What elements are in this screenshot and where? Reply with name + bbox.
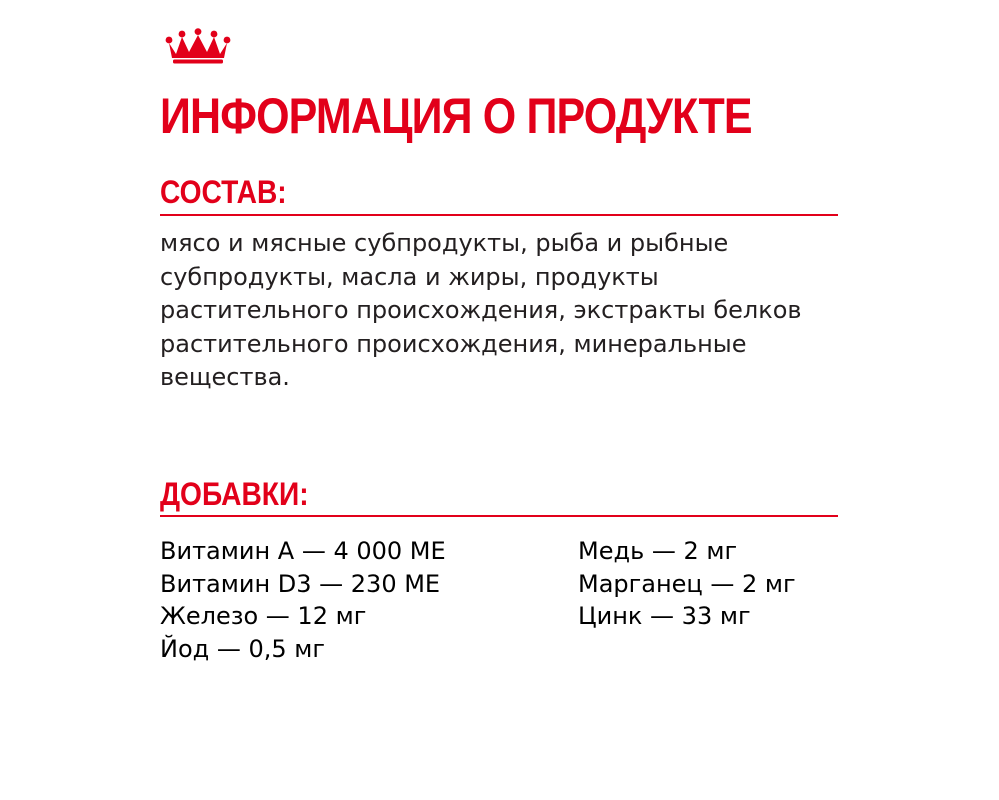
composition-heading: СОСТАВ: [160, 174, 287, 210]
page-title: ИНФОРМАЦИЯ О ПРОДУКТЕ [160, 88, 752, 144]
additive-item: Йод — 0,5 мг [160, 634, 325, 663]
additives-divider [160, 515, 838, 517]
additive-item: Медь — 2 мг [578, 537, 738, 565]
additives-heading: ДОБАВКИ: [160, 476, 309, 512]
additives-list-right [578, 535, 796, 633]
additive-item: Цинк — 33 мг [578, 602, 751, 630]
additives-list-left [160, 535, 446, 665]
crown-logo-icon [162, 28, 234, 66]
additive-item: Витамин D3 — 230 МЕ [160, 569, 441, 598]
additive-item: Витамин А — 4 000 МЕ [160, 537, 446, 565]
additive-item: Марганец — 2 мг [578, 569, 796, 598]
composition-divider [160, 214, 838, 216]
composition-text: мясо и мясные субпродукты, рыба и рыбные субпродукты, масла и жиры, продукты растительного происхождения, экстракты белков растительного происхождения, минеральные вещества. [160, 229, 802, 391]
additive-item: Железо — 12 мг [160, 602, 367, 630]
